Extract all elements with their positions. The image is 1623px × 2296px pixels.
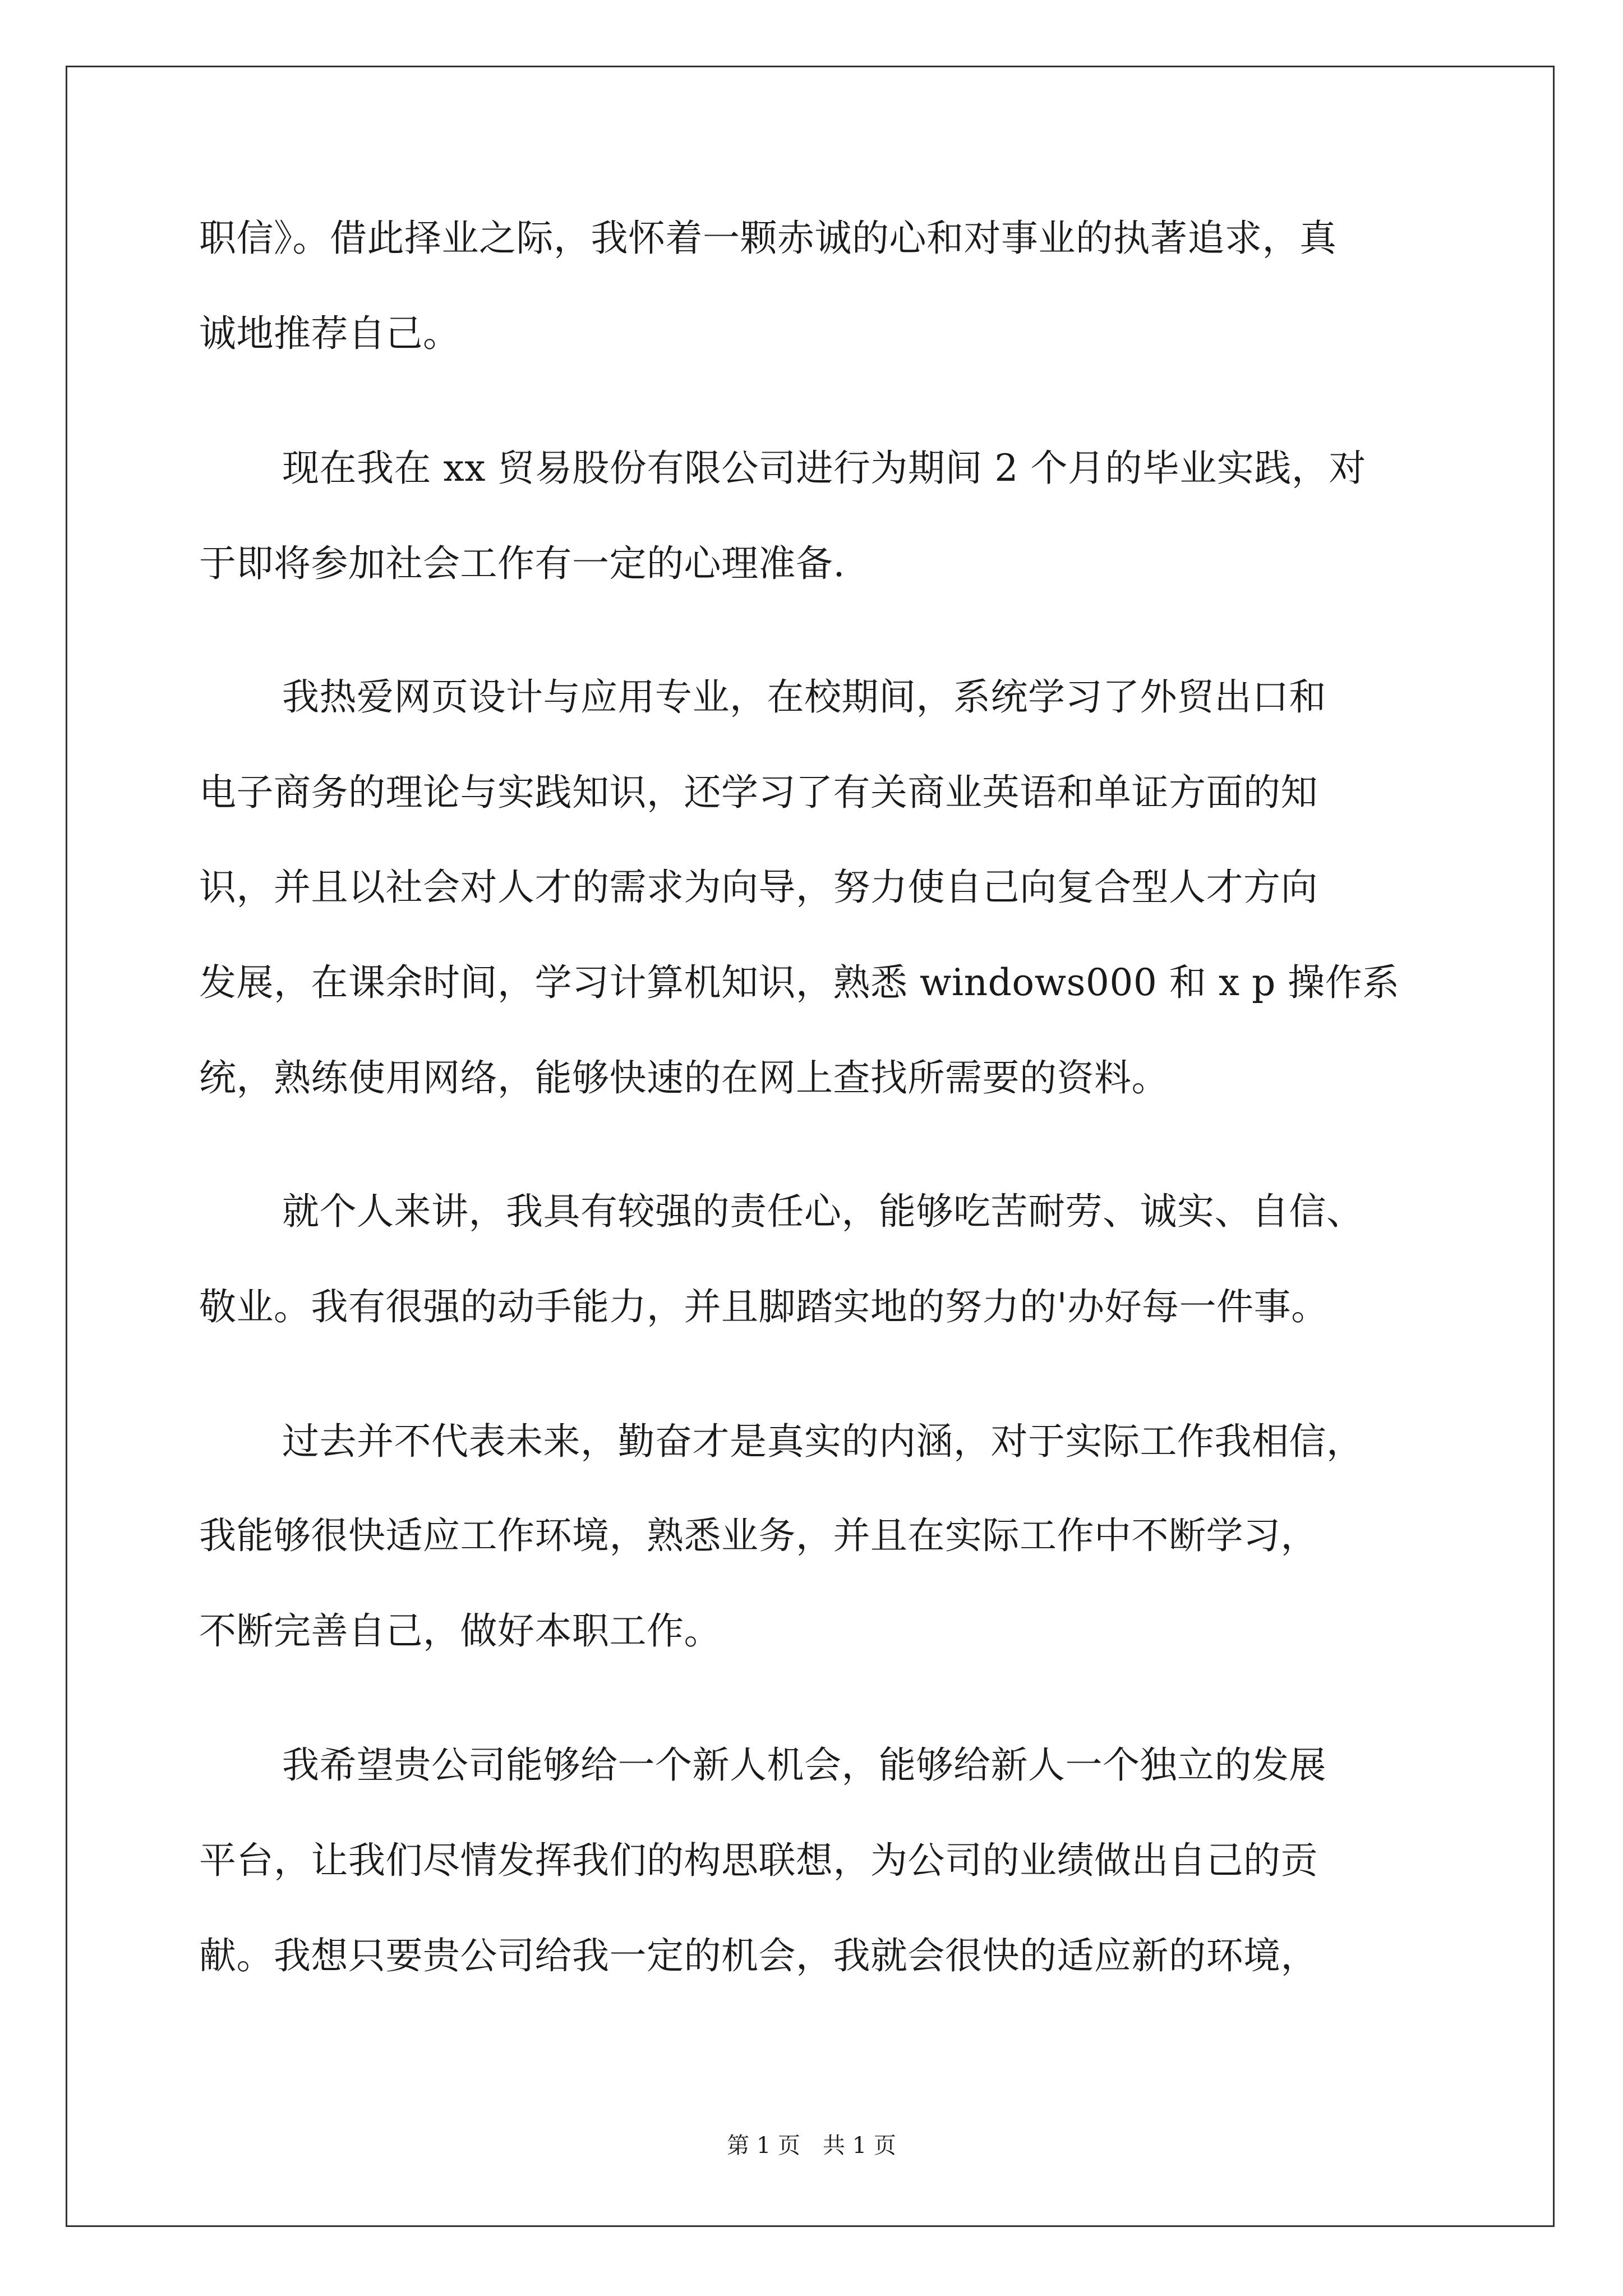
text-line: 献。我想只要贵公司给我一定的机会，我就会很快的适应新的环境，: [199, 1934, 1318, 1977]
text-line: 电子商务的理论与实践知识，还学习了有关商业英语和单证方面的知: [199, 771, 1318, 814]
text-line: 发展，在课余时间，学习计算机知识，熟悉 windows000 和 x p 操作系: [199, 961, 1400, 1004]
text-line: 敬业。我有很强的动手能力，并且脚踏实地的努力的'办好每一件事。: [199, 1285, 1329, 1328]
text-line: 于即将参加社会工作有一定的心理准备.: [199, 542, 845, 585]
text-line: 就个人来讲，我具有较强的责任心，能够吃苦耐劳、诚实、自信、: [282, 1190, 1364, 1233]
text-line: 我能够很快适应工作环境，熟悉业务，并且在实际工作中不断学习，: [199, 1514, 1318, 1557]
page-number: 第 1 页 共 1 页: [727, 2133, 896, 2159]
text-line: 职信》。借此择业之际，我怀着一颗赤诚的心和对事业的执著追求，真: [199, 217, 1337, 260]
text-line: 我热爱网页设计与应用专业，在校期间，系统学习了外贸出口和: [282, 675, 1326, 719]
text-line: 识，并且以社会对人才的需求为向导，努力使自己向复合型人才方向: [199, 866, 1318, 909]
page-border: [66, 66, 1555, 2227]
text-line: 我希望贵公司能够给一个新人机会，能够给新人一个独立的发展: [282, 1743, 1326, 1787]
text-line: 不断完善自己，做好本职工作。: [199, 1609, 721, 1653]
text-line: 平台，让我们尽情发挥我们的构思联想，为公司的业绩做出自己的贡: [199, 1839, 1318, 1882]
text-line: 诚地推荐自己。: [199, 312, 460, 355]
text-line: 统，熟练使用网络，能够快速的在网上查找所需要的资料。: [199, 1056, 1169, 1099]
text-line: 过去并不代表未来，勤奋才是真实的内涵，对于实际工作我相信，: [282, 1420, 1364, 1463]
text-line: 现在我在 xx 贸易股份有限公司进行为期间 2 个月的毕业实践，对: [282, 447, 1366, 490]
